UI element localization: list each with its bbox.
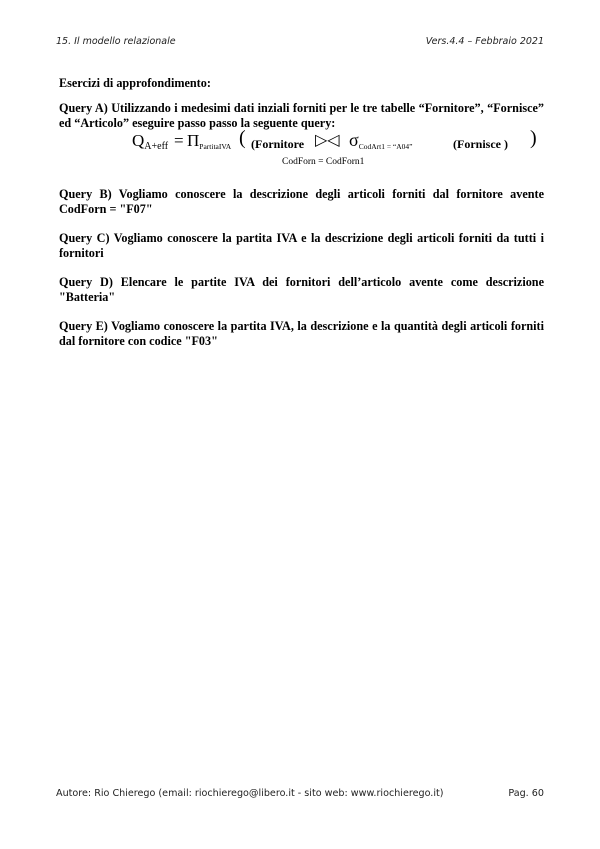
page-number: Pag. 60 — [508, 788, 544, 799]
projection-operator — [187, 133, 231, 154]
formula-equals: = — [174, 131, 184, 150]
join-condition: CodForn = CodForn1 — [282, 157, 365, 167]
formula-q-subscript: A+eff — [144, 141, 169, 152]
formula-result — [132, 133, 168, 154]
section-title: Esercizi di approfondimento: — [59, 76, 211, 90]
query-b-text: Query B) Vogliamo conoscere la descrizione degli articoli forniti dal fornitore avente CodForn = "F07" — [59, 187, 544, 216]
sigma-symbol: σ — [349, 130, 359, 150]
outer-left-paren: ( — [239, 127, 246, 149]
query-c-text: Query C) Vogliamo conoscere la partita IVA e la descrizione degli articoli forniti da tutti i fornitori — [59, 231, 544, 260]
selection-condition: CodArt1 = “A04” — [358, 142, 413, 151]
page-content — [59, 76, 544, 349]
table-fornitore: (Fornitore — [251, 137, 305, 151]
outer-right-paren: ) — [530, 127, 537, 149]
selection-operator — [349, 130, 413, 154]
join-symbol: ▷◁ — [315, 132, 340, 149]
query-a-text: Query A) Utilizzando i medesimi dati inziali forniti per le tre tabelle “Fornitore”, “Fornisce” ed “Articolo” eseguire passo passo la seguente query: — [59, 101, 544, 130]
version-label: Vers.4.4 – Febbraio 2021 — [425, 36, 544, 47]
page-footer — [56, 788, 544, 802]
query-e-text: Query E) Vogliamo conoscere la partita IVA, la descrizione e la quantità degli articoli forniti dal fornitore con codice "F03" — [59, 319, 544, 348]
table-fornisce: (Fornisce ) — [453, 137, 508, 151]
projection-attribute: PartitaIVA — [199, 142, 232, 151]
formula-q: Q — [132, 131, 145, 150]
query-d-text: Query D) Elencare le partite IVA dei fornitori dell’articolo avente come descrizione "Batteria" — [59, 275, 544, 304]
page-header — [56, 36, 544, 50]
relational-algebra-formula — [132, 127, 544, 177]
author-info: Autore: Rio Chierego (email: riochierego@libero.it - sito web: www.riochierego.it) — [56, 788, 444, 799]
pi-symbol: Π — [187, 131, 200, 150]
chapter-title: 15. Il modello relazionale — [56, 36, 176, 47]
